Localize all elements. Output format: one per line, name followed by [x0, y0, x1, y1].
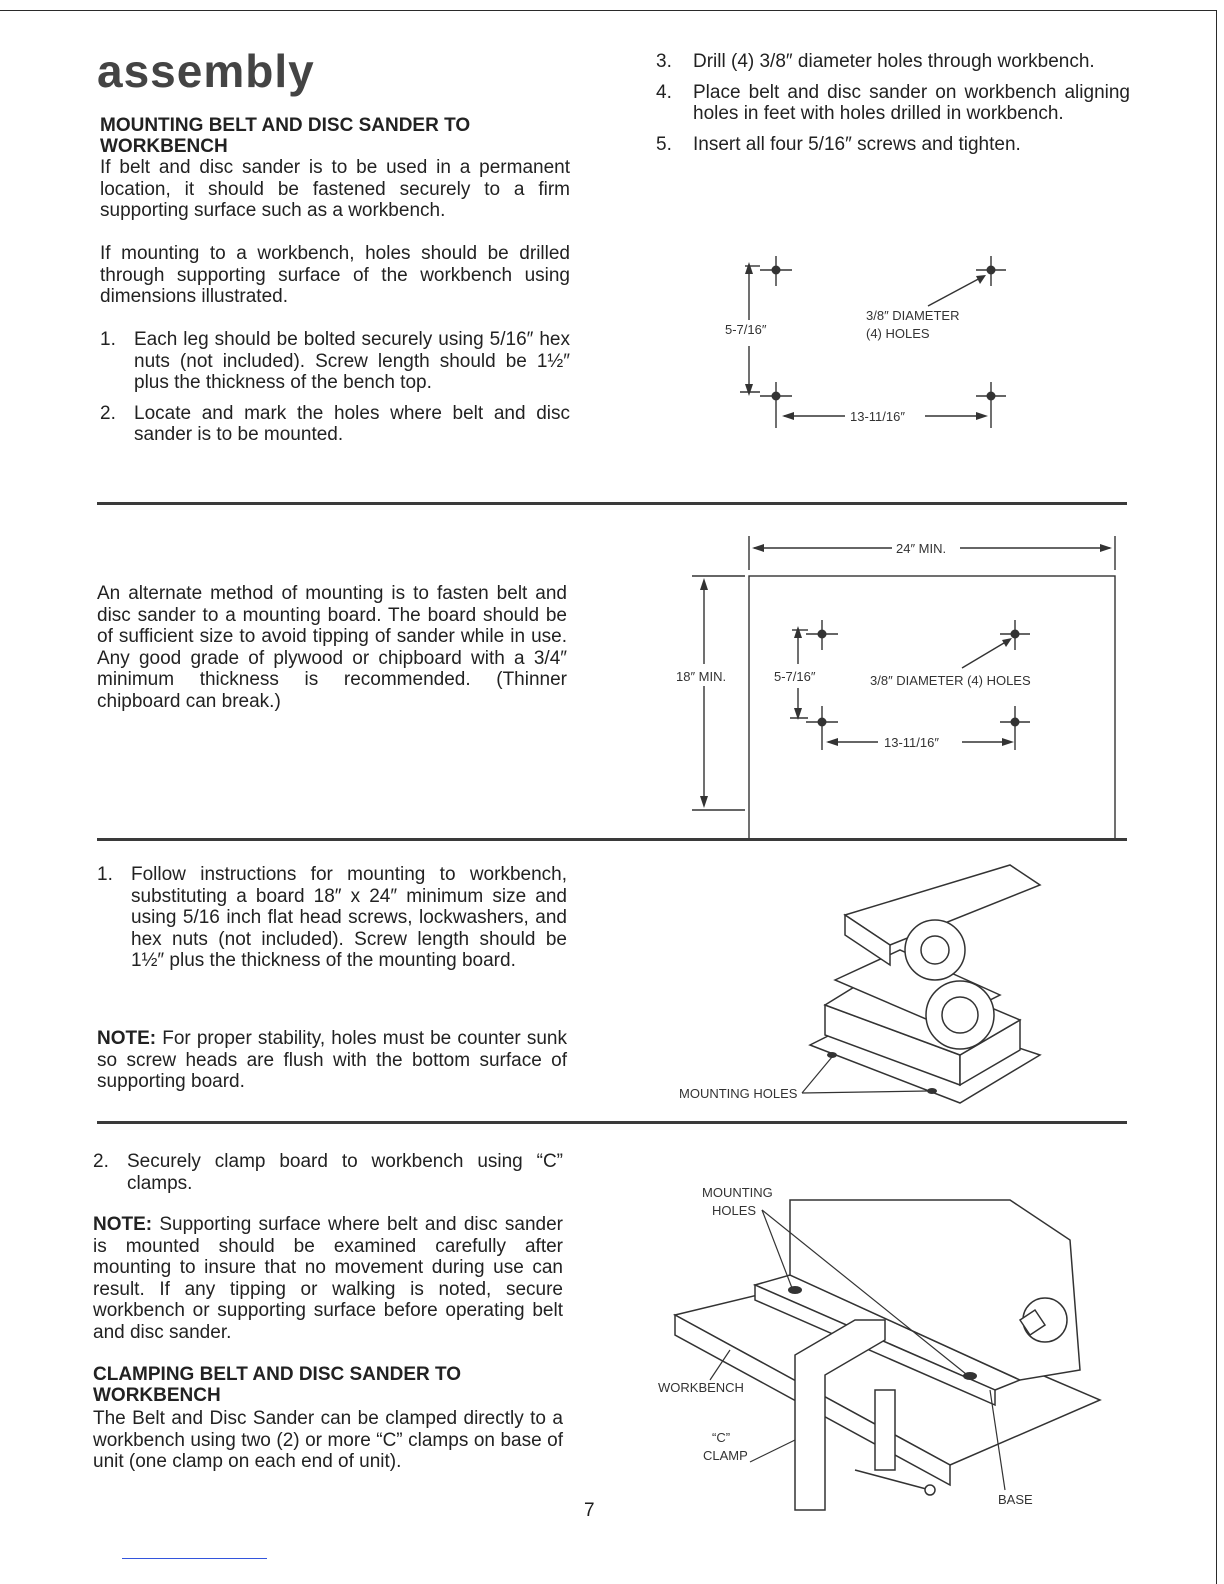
list-item [656, 51, 1130, 73]
mounting-board-diagram [670, 530, 1130, 820]
list-item [100, 403, 570, 446]
step-text: Place belt and disc sander on workbench aligning holes in feet with holes drilled in workbench. [693, 81, 1130, 124]
horizontal-dim-label: 13-11/16″ [884, 735, 939, 750]
stability-note [97, 1028, 567, 1093]
list-item [100, 329, 570, 394]
step-number: 4. [656, 81, 672, 103]
hole-marker [818, 718, 827, 727]
step-text: Securely clamp board to workbench using “C” clamps. [127, 1151, 563, 1194]
vertical-dim-label: 5-7/16″ [725, 322, 767, 337]
list-item [656, 134, 1130, 156]
page-border-right [1216, 10, 1217, 1584]
clamp-label: CLAMP [703, 1448, 748, 1463]
clamping-paragraph: The Belt and Disc Sander can be clamped directly to a workbench using two (2) or more “C” clamps on base of unit (one clamp on each end of unit). [93, 1408, 563, 1472]
hole-marker [788, 1286, 802, 1294]
hole-marker [987, 392, 996, 401]
footer-rule [122, 1558, 267, 1559]
section-divider [97, 1121, 1127, 1124]
board-mounting-step [97, 864, 567, 972]
step-number: 5. [656, 133, 672, 155]
step-number: 1. [100, 329, 116, 350]
hole-size-label: 3/8″ DIAMETER [866, 308, 960, 323]
step-text: Drill (4) 3/8″ diameter holes through workbench. [693, 51, 1095, 72]
hole-pattern-diagram [700, 240, 1040, 440]
step-text: Insert all four 5/16″ screws and tighten. [693, 133, 1021, 155]
section-divider [97, 502, 1127, 505]
list-item [93, 1151, 563, 1194]
section-heading-clamping: CLAMPING BELT AND DISC SANDER TO WORKBENCH [93, 1364, 462, 1406]
board-height-label: 18″ MIN. [676, 669, 727, 684]
vertical-dim-label: 5-7/16″ [774, 669, 816, 684]
hole-marker [987, 266, 996, 275]
hole-marker [1011, 630, 1020, 639]
mounting-holes-label: MOUNTING HOLES [679, 1086, 798, 1101]
steps-left-list [100, 329, 570, 446]
holes-label: HOLES [712, 1203, 757, 1218]
c-label: “C” [712, 1430, 731, 1445]
hole-count-label: (4) HOLES [866, 326, 930, 341]
step-text: Each leg should be bolted securely using 5/16″ hex nuts (not included). Screw length should be 1½″ plus the thickness of the bench top. [134, 329, 570, 393]
hole-label: 3/8″ DIAMETER (4) HOLES [870, 673, 1031, 688]
mounting-label: MOUNTING [702, 1185, 773, 1200]
step-number: 1. [97, 864, 113, 885]
hole-marker [927, 1088, 937, 1094]
steps-right-list [656, 51, 1130, 155]
mounting-drill-paragraph: If mounting to a workbench, holes should be drilled through supporting surface of the workbench using dimensions illustrated. [100, 243, 570, 307]
list-item [656, 82, 1130, 125]
step-number: 2. [100, 402, 116, 424]
sander-mounting-holes-figure [660, 855, 1120, 1115]
page-border-top [0, 10, 1217, 11]
step-text: Follow instructions for mounting to workbench, substituting a board 18″ x 24″ minimum size and using 5/16 inch flat head screws, lockwashers, and hex nuts (not included). Screw length should be 1½″ plus the thickness of the mounting board. [131, 864, 567, 971]
alternate-mounting-paragraph: An alternate method of mounting is to fasten belt and disc sander to a mounting board. The board should be of sufficient size to avoid tipping of sander while in use. Any good grade of plywood or chipboard with a 3/4″ minimum thickness is recommended. (Thinner chipboard can break.) [97, 583, 567, 712]
workbench-label: WORKBENCH [658, 1380, 744, 1395]
note-text: Supporting surface where belt and disc sander is mounted should be examined carefully after mounting to insure that no movement during use can result. If any tipping or walking is noted, secure workbench or supporting surface before operating belt and disc sander. [93, 1214, 563, 1343]
supporting-surface-note [93, 1214, 563, 1343]
c-clamp-figure [650, 1180, 1110, 1510]
hole-marker [772, 392, 781, 401]
hole-marker [1011, 718, 1020, 727]
mounting-board-outline [749, 576, 1115, 840]
note-label: NOTE: [93, 1214, 153, 1235]
base-label: BASE [998, 1492, 1033, 1507]
page-number: 7 [584, 1500, 595, 1521]
list-item [97, 864, 567, 972]
step-number: 2. [93, 1151, 109, 1172]
section-heading-mounting: MOUNTING BELT AND DISC SANDER TO WORKBENCH [100, 115, 471, 157]
clamp-board-step [93, 1151, 563, 1194]
horizontal-dim-label: 13-11/16″ [850, 409, 905, 424]
note-label: NOTE: [97, 1028, 157, 1049]
note-text: For proper stability, holes must be counter sunk so screw heads are flush with the bottom surface of supporting board. [97, 1028, 567, 1092]
hole-marker [772, 266, 781, 275]
page-title: assembly [97, 45, 315, 97]
step-text: Locate and mark the holes where belt and disc sander is to be mounted. [134, 402, 570, 445]
section-divider [97, 838, 1127, 841]
mounting-intro-paragraph: If belt and disc sander is to be used in a permanent location, it should be fastened securely to a firm supporting surface such as a workbench. [100, 157, 570, 221]
hole-marker [818, 630, 827, 639]
step-number: 3. [656, 51, 672, 72]
board-width-label: 24″ MIN. [896, 541, 947, 556]
